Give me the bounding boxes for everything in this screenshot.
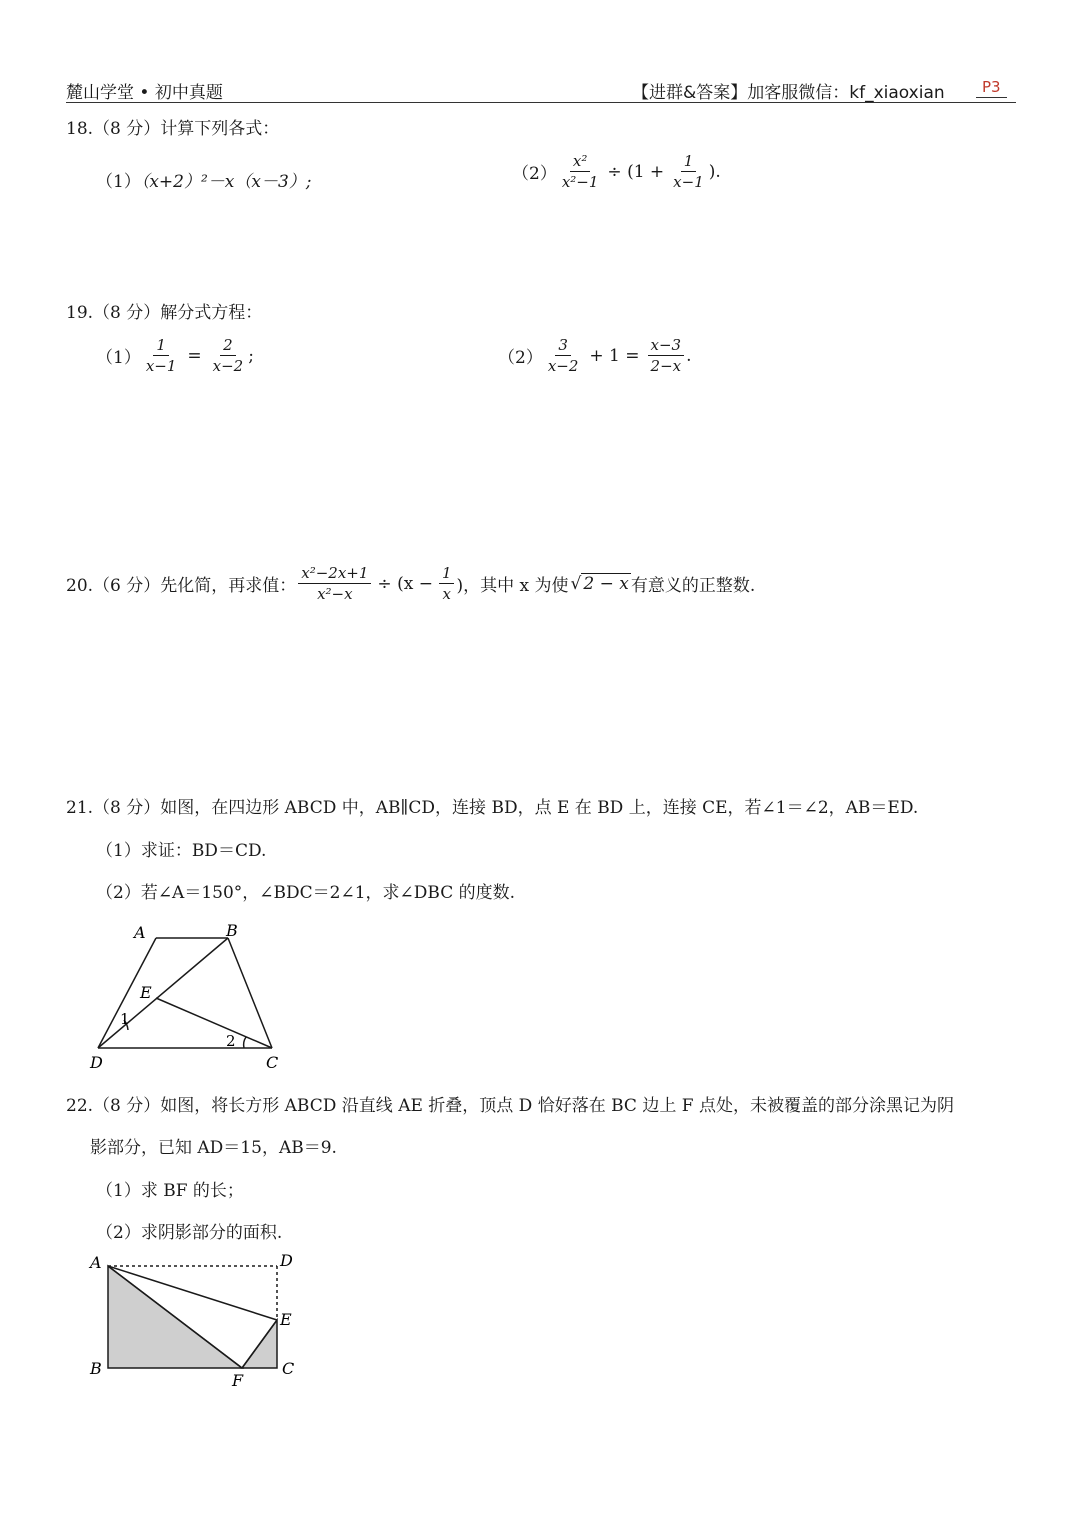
q19-stem: 19.（8 分）解分式方程： xyxy=(66,303,263,323)
q18-p2-mid: ÷ (1 + xyxy=(607,161,665,182)
q21-diagonal-bd xyxy=(98,938,228,1048)
q19-p2-frac1: $\frac{3}{x-2}$ xyxy=(547,336,579,375)
q19-part1 xyxy=(96,336,254,375)
q19-p1-eq: = xyxy=(187,345,202,366)
q22-stem-line2: 影部分，已知 AD＝15，AB＝9. xyxy=(90,1138,337,1158)
q20-stem: 20.（6 分）先化简，再求值： xyxy=(66,576,297,596)
q21-label-d: D xyxy=(90,1053,103,1072)
q19-p1-label: （1） xyxy=(96,348,141,368)
q19-part2 xyxy=(498,336,692,375)
q19-p2-frac2: $\frac{x-3}{2-x}$ xyxy=(648,336,685,375)
header-right: 【进群&答案】加客服微信：kf_xiaoxian xyxy=(632,83,945,103)
q18-p1-expr: （x+2）²－x（x－3）; xyxy=(140,172,312,192)
q18-p2-frac2: $\frac{1}{x-1}$ xyxy=(673,152,704,191)
q19-p1-frac1: $\frac{1}{x-1}$ xyxy=(145,336,177,375)
q18-p2-end: ). xyxy=(708,161,721,182)
header-rule xyxy=(66,102,1016,103)
q18-part2 xyxy=(512,152,721,191)
q21-label-e: E xyxy=(140,983,152,1002)
q18-part1 xyxy=(96,167,312,192)
q18-p2-label: （2） xyxy=(512,164,557,184)
q20-mid: ÷ (x − xyxy=(377,573,433,594)
q22-label-f: F xyxy=(232,1371,244,1390)
q22-label-e: E xyxy=(280,1310,292,1329)
q19-p2-plus: + 1 = xyxy=(589,345,640,366)
q20-frac2: $\frac{1}{x}$ xyxy=(439,564,455,603)
q22-part2: （2）求阴影部分的面积. xyxy=(96,1223,283,1243)
q22-figure xyxy=(86,1248,306,1393)
q18-p2-frac1: $\frac{\text{x²}}{\text{x²−1}}$ xyxy=(561,152,599,191)
q22-part1: （1）求 BF 的长； xyxy=(96,1181,244,1201)
q19-p1-end: ; xyxy=(248,345,254,366)
q22-label-d: D xyxy=(280,1251,293,1270)
q21-label-angle1: 1 xyxy=(120,1010,130,1028)
q22-label-b: B xyxy=(90,1359,102,1378)
q20-after: )，其中 x 为使 xyxy=(456,576,569,596)
q21-stem: 21.（8 分）如图，在四边形 ABCD 中，AB∥CD，连接 BD，点 E 在 BD 上，连接 CE，若∠1＝∠2，AB＝ED. xyxy=(66,798,919,818)
q20-tail: 有意义的正整数. xyxy=(630,576,756,596)
q22-label-c: C xyxy=(282,1359,295,1378)
q21-label-c: C xyxy=(266,1053,279,1072)
q21-label-b: B xyxy=(226,921,238,940)
q19-p1-frac2: $\frac{2}{x-2}$ xyxy=(212,336,244,375)
q22-label-a: A xyxy=(90,1253,102,1272)
q19-p2-end: . xyxy=(686,345,692,366)
q22-stem-line1: 22.（8 分）如图，将长方形 ABCD 沿直线 AE 折叠，顶点 D 恰好落在 BC 边上 F 点处，未被覆盖的部分涂黑记为阴 xyxy=(66,1096,954,1116)
q21-figure xyxy=(86,918,296,1076)
q18-stem: 18.（8 分）计算下列各式： xyxy=(66,119,280,139)
q21-angle2-arc xyxy=(244,1037,246,1048)
q20-frac1: $\frac{\text{x²−2x+1}}{\text{x²−x}}$ xyxy=(298,564,371,603)
q18-p1-label: （1） xyxy=(96,172,141,192)
q21-label-angle2: 2 xyxy=(226,1032,236,1050)
page-number: P3 xyxy=(976,78,1007,98)
q21-part1: （1）求证：BD＝CD. xyxy=(96,841,267,861)
q21-part2: （2）若∠A＝150°，∠BDC＝2∠1，求∠DBC 的度数. xyxy=(96,883,516,903)
q21-label-a: A xyxy=(134,923,146,942)
header-left: 麓山学堂 • 初中真题 xyxy=(66,83,223,103)
q20-sqrt: 2 − x xyxy=(583,574,629,594)
q19-p2-label: （2） xyxy=(498,348,543,368)
q20: 20.（6 分）先化简，再求值： $\frac{\text{x²−2x+1}}{\text{x²−x}}$ ÷ (x − $\frac{1}{x}$ )，其中 x 为使 √ 2 − x 有意义的正整数. xyxy=(66,564,756,603)
